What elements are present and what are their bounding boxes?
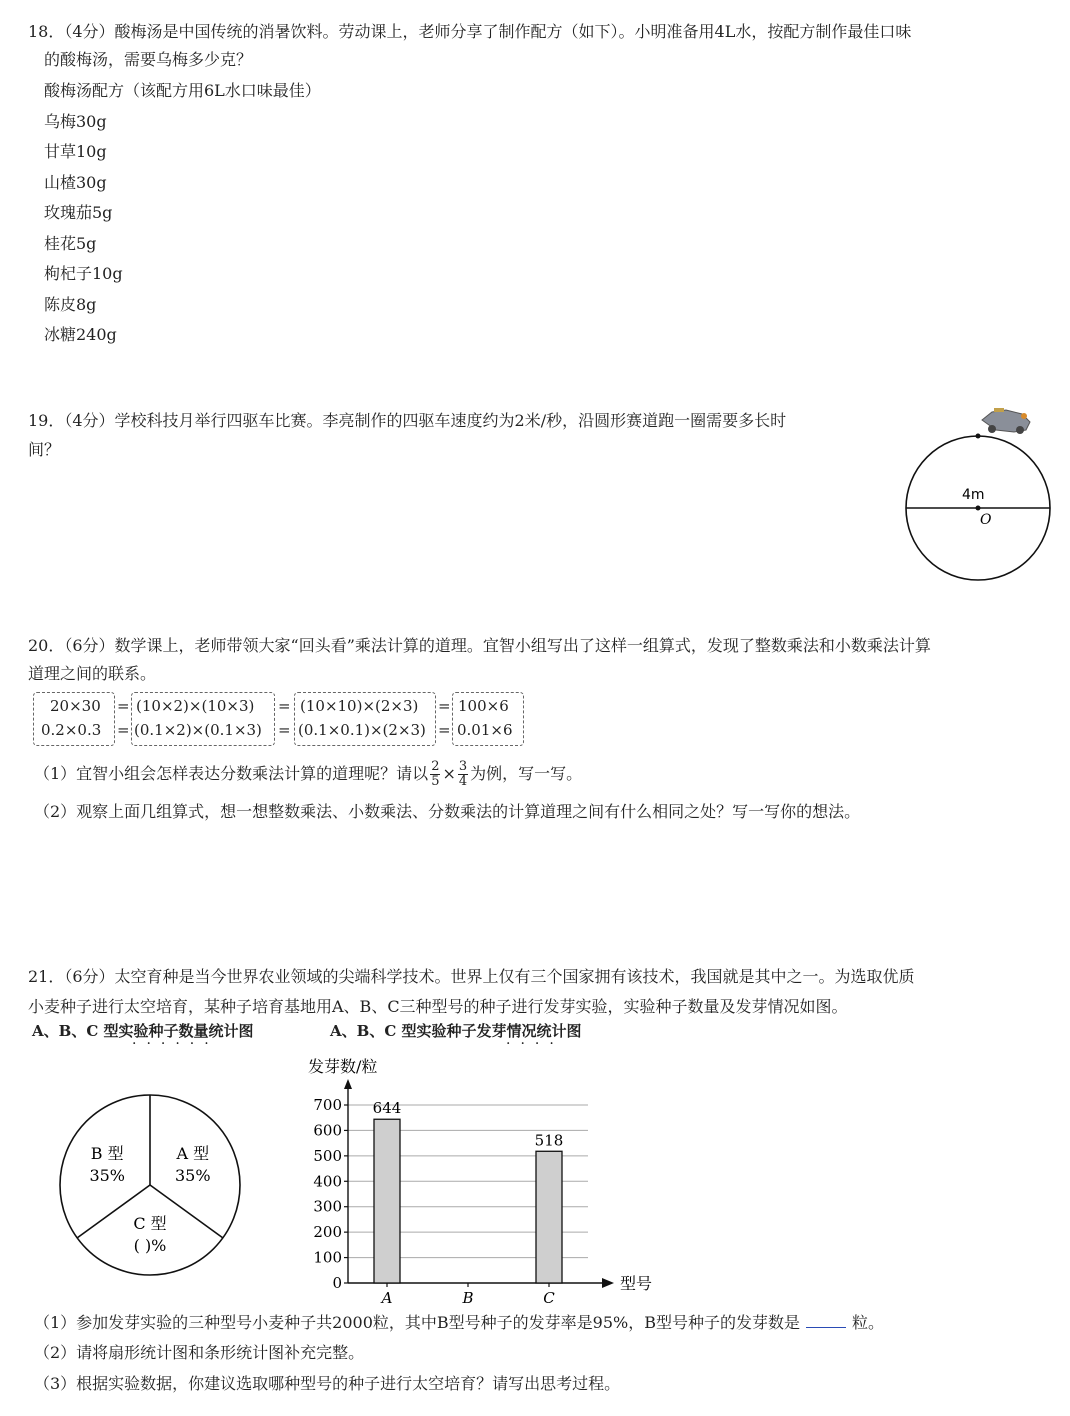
eq-r1-c1: 20×30 — [50, 697, 101, 715]
pie-chart-title: A、B、C 型实验种子数量统计图 — [32, 1022, 254, 1040]
emphasis-dots: ······ — [132, 1036, 219, 1052]
eq-r2-c4: 0.01×6 — [457, 721, 513, 739]
fraction-2-5: $\frac{2}{5}$ — [431, 759, 440, 789]
y-tick-label: 300 — [313, 1197, 342, 1216]
y-axis-arrow — [344, 1079, 352, 1089]
q21-line1: 21．（6分）太空育种是当今世界农业领域的尖端科学技术。世界上仅有三个国家拥有该技术，我国就是其中之一。为选取优质 — [28, 967, 915, 986]
q20-sub1-text: （1）宜智小组会怎样表达分数乘法计算的道理呢？请以 — [34, 764, 429, 783]
bar-chart-title: A、B、C 型实验种子发芽情况统计图 — [330, 1022, 582, 1040]
bar — [374, 1119, 400, 1283]
race-car-icon — [982, 408, 1030, 434]
pie-slice-percent: 35% — [174, 1166, 211, 1186]
eq-sign: = — [278, 697, 291, 715]
start-point — [976, 434, 981, 439]
x-tick-label: C — [543, 1289, 555, 1306]
q20-line1: 20．（6分）数学课上，老师带领大家“回头看”乘法计算的道理。宜智小组写出了这样一组算式，发现了整数乘法和小数乘法计算 — [28, 636, 931, 655]
q18-recipe-title: 酸梅汤配方（该配方用6L水口味最佳） — [44, 81, 321, 100]
track-diagram — [896, 400, 1060, 590]
q21-sub1 — [34, 1311, 884, 1335]
q21-sub1-text: （1）参加发芽实验的三种型号小麦种子共2000粒，其中B型号种子的发芽率是95%，B型号种子的发芽数是 — [34, 1313, 800, 1332]
y-tick-label: 700 — [313, 1096, 342, 1114]
eq-r1-c2: (10×2)×(10×3) — [136, 697, 255, 715]
y-tick-label: 600 — [313, 1121, 342, 1140]
diameter-label: 4m — [962, 487, 985, 503]
pie-slice-percent: ( )% — [133, 1236, 167, 1255]
eq-sign: = — [278, 721, 291, 739]
center-point — [976, 506, 981, 511]
q20-sub2: （2）观察上面几组算式，想一想整数乘法、小数乘法、分数乘法的计算道理之间有什么相同之处？写一写你的想法。 — [34, 802, 861, 821]
eq-r2-c2: (0.1×2)×(0.1×3) — [134, 721, 262, 739]
eq-r1-c3: (10×10)×(2×3) — [300, 697, 419, 715]
pie-slice-label: A 型 — [176, 1144, 210, 1164]
recipe-item: 枸杞子10g — [44, 264, 123, 283]
x-axis-label: 型号 — [620, 1274, 653, 1293]
emphasis-dots: ···· — [506, 1036, 564, 1052]
pie-chart — [50, 1090, 250, 1280]
x-tick-label: A — [381, 1289, 393, 1306]
y-tick-label: 200 — [313, 1223, 342, 1242]
bar-chart — [290, 1046, 660, 1306]
recipe-item: 冰糖240g — [44, 325, 117, 344]
q21-sub3: （3）根据实验数据，你建议选取哪种型号的种子进行太空培育？请写出思考过程。 — [34, 1374, 621, 1393]
recipe-item: 乌梅30g — [44, 112, 107, 131]
pie-slice-percent: 35% — [89, 1166, 126, 1186]
eq-r1-c4: 100×6 — [458, 697, 509, 715]
eq-sign: = — [438, 697, 451, 715]
eq-r2-c1: 0.2×0.3 — [41, 721, 102, 739]
eq-r2-c3: (0.1×0.1)×(2×3) — [298, 721, 426, 739]
bar — [536, 1151, 562, 1283]
y-axis-label: 发芽数/粒 — [308, 1057, 378, 1076]
eq-sign: = — [438, 721, 451, 739]
y-tick-label: 100 — [313, 1248, 342, 1267]
q18-line1: 18．（4分）酸梅汤是中国传统的消暑饮料。劳动课上，老师分享了制作配方（如下）。小明准备用4L水，按配方制作最佳口味 — [28, 22, 912, 41]
y-tick-label: 500 — [313, 1146, 342, 1165]
q20-sub1-end: 为例，写一写。 — [470, 764, 583, 783]
recipe-item: 甘草10g — [44, 142, 107, 161]
answer-blank[interactable] — [806, 1313, 846, 1328]
fraction-3-4: $\frac{3}{4}$ — [458, 759, 468, 789]
q19-line2: 间？ — [28, 440, 61, 459]
center-label: O — [980, 512, 992, 528]
recipe-item: 玫瑰茄5g — [44, 203, 113, 222]
q21-line2: 小麦种子进行太空培育，某种子培育基地用A、B、C三种型号的种子进行发芽实验，实验种子数量及发芽情况如图。 — [28, 997, 848, 1016]
pie-slice-label: B 型 — [90, 1144, 124, 1164]
x-tick-label: B — [462, 1289, 474, 1306]
bar-data-label: 518 — [534, 1131, 564, 1150]
times-sign: × — [442, 764, 456, 783]
q18-line2: 的酸梅汤，需要乌梅多少克？ — [44, 50, 253, 69]
recipe-item: 山楂30g — [44, 173, 107, 192]
q20-sub1 — [34, 760, 582, 789]
q21-sub1-end: 粒。 — [851, 1313, 884, 1332]
x-axis-arrow — [602, 1278, 614, 1288]
eq-sign: = — [117, 721, 130, 739]
q20-line2: 道理之间的联系。 — [28, 664, 157, 683]
pie-slice-label: C 型 — [133, 1214, 167, 1233]
eq-sign: = — [117, 697, 130, 715]
recipe-item: 陈皮8g — [44, 295, 97, 314]
q19-line1: 19．（4分）学校科技月举行四驱车比赛。李亮制作的四驱车速度约为2米/秒，沿圆形赛道跑一圈需要多长时 — [28, 411, 787, 430]
bar-data-label: 644 — [372, 1099, 402, 1118]
recipe-item: 桂花5g — [44, 234, 97, 253]
y-tick-label: 400 — [313, 1172, 342, 1191]
y-tick-label: 0 — [332, 1274, 342, 1292]
q21-sub2: （2）请将扇形统计图和条形统计图补充完整。 — [34, 1343, 365, 1362]
